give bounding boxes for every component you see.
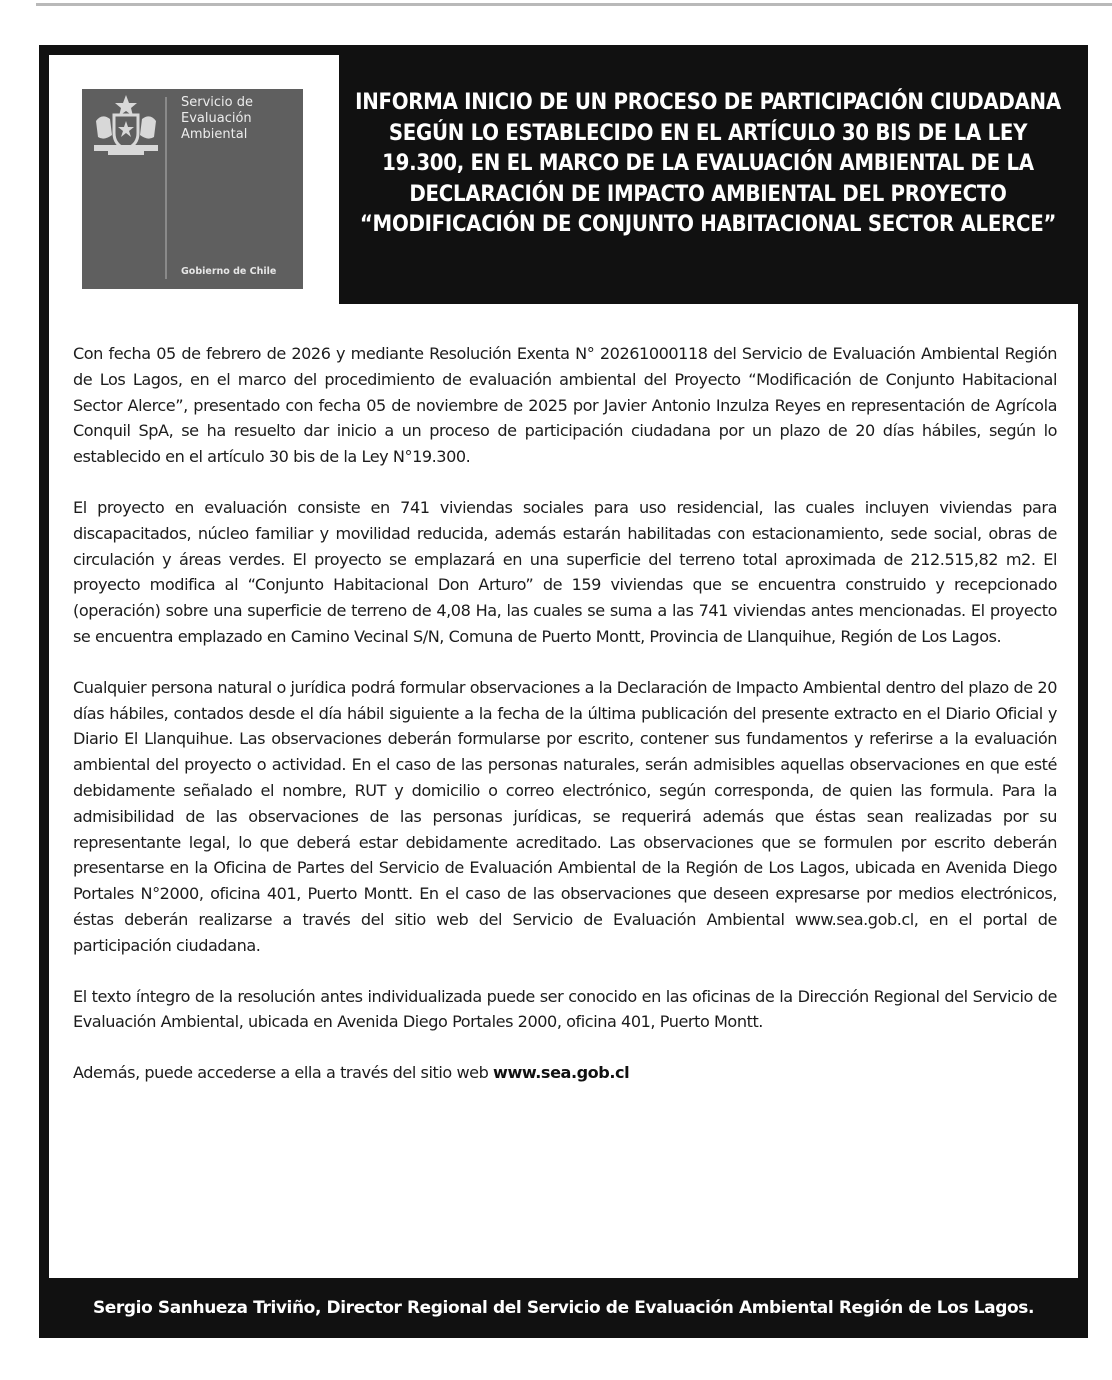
logo-divider [165,97,167,279]
website-prefix: Además, puede accederse a ella a través del sitio web [73,1063,494,1083]
public-notice [39,45,1088,1338]
notice-title: INFORMA INICIO DE UN PROCESO DE PARTICIPACIÓN CIUDADANA SEGÚN LO ESTABLECIDO EN EL ARTÍCULO 30 BIS DE LA LEY 19.300, EN EL MARCO DE LA EVALUACIÓN AMBIENTAL DE LA DECLARACIÓN DE IMPACTO AMBIENTAL DEL PROYECTO “MODIFICACIÓN DE CONJUNTO HABITACIONAL SECTOR ALERCE” [355,90,1061,237]
paragraph-observations: Cualquier persona natural o jurídica podrá formular observaciones a la Declaración de Impacto Ambiental dentro del plazo de 20 días hábiles, contados desde el día hábil siguiente a la fecha de la última publicación del presente extracto en el Diario Oficial y Diario El Llanquihue. Las observaciones deberán formularse por escrito, contener sus fundamentos y referirse a la evaluación ambiental del proyecto o actividad. En el caso de las personas naturales, serán admisibles aquellas observaciones en que esté debidamente señalado el nombre, RUT y domicilio o correo electrónico, según corresponda, de quien las formula. Para la admisibilidad de las observaciones de las personas jurídicas, se requerirá además que éstas sean realizadas por su representante legal, lo que deberá estar debidamente acreditado. Las observaciones que se formulen por escrito deberán presentarse en la Oficina de Partes del Servicio de Evaluación Ambiental de la Región de Los Lagos, ubicada en Avenida Diego Portales N°2000, oficina 401, Puerto Montt. En el caso de las observaciones que deseen expresarse por medios electrónicos, éstas deberán realizarse a través del sitio web del Servicio de Evaluación Ambiental www.sea.gob.cl, en el portal de participación ciudadana. [73,677,1057,955]
notice-content [49,55,1078,1278]
paragraph-project: El proyecto en evaluación consiste en 741 viviendas sociales para uso residencial, las cuales incluyen viviendas para discapacitados, núcleo familiar y movilidad reducida, además estarán habilitadas con estacionamiento, sede social, obras de circulación y áreas verdes. El proyecto se emplazará en una superficie del terreno total aproximada de 212.515,82 m2. El proyecto modifica al “Conjunto Habitacional Don Arturo” de 159 viviendas que se encuentra construido y recepcionado (operación) sobre una superficie de terreno de 4,08 Ha, las cuales se suma a las 741 viviendas antes mencionadas. El proyecto se encuentra emplazado en Camino Vecinal S/N, Comuna de Puerto Montt, Provincia de Llanquihue, Región de Los Lagos. [73,497,1057,646]
website-link[interactable]: www.sea.gob.cl [493,1063,630,1083]
paragraph-resolution: Con fecha 05 de febrero de 2026 y mediante Resolución Exenta N° 20261000118 del Servicio de Evaluación Ambiental Región de Los Lagos, en el marco del procedimiento de evaluación ambiental del Proyecto “Modificación de Conjunto Habitacional Sector Alerce”, presentado con fecha 05 de noviembre de 2025 por Javier Antonio Inzulza Reyes en representación de Agrícola Conquil SpA, se ha resuelto dar inicio a un proceso de participación ciudadana por un plazo de 20 días hábiles, según lo establecido en el artículo 30 bis de la Ley N°19.300. [73,344,1057,467]
notice-body [73,341,1057,1111]
coat-of-arms-icon [88,91,164,161]
signature: Sergio Sanhueza Triviño, Director Regional del Servicio de Evaluación Ambiental Región de Los Lagos. [92,1298,1035,1318]
paragraph-website [73,1060,1057,1086]
paragraph-full-text: El texto íntegro de la resolución antes individualizada puede ser conocido en las oficinas de la Dirección Regional del Servicio de Evaluación Ambiental, ubicada en Avenida Diego Portales 2000, oficina 401, Puerto Montt. [73,986,1057,1032]
header-bar [339,55,1078,304]
sea-logo [82,89,303,289]
agency-name: Servicio de Evaluación Ambiental [181,95,253,142]
government-label: Gobierno de Chile [181,266,277,277]
top-rule [36,3,1112,6]
